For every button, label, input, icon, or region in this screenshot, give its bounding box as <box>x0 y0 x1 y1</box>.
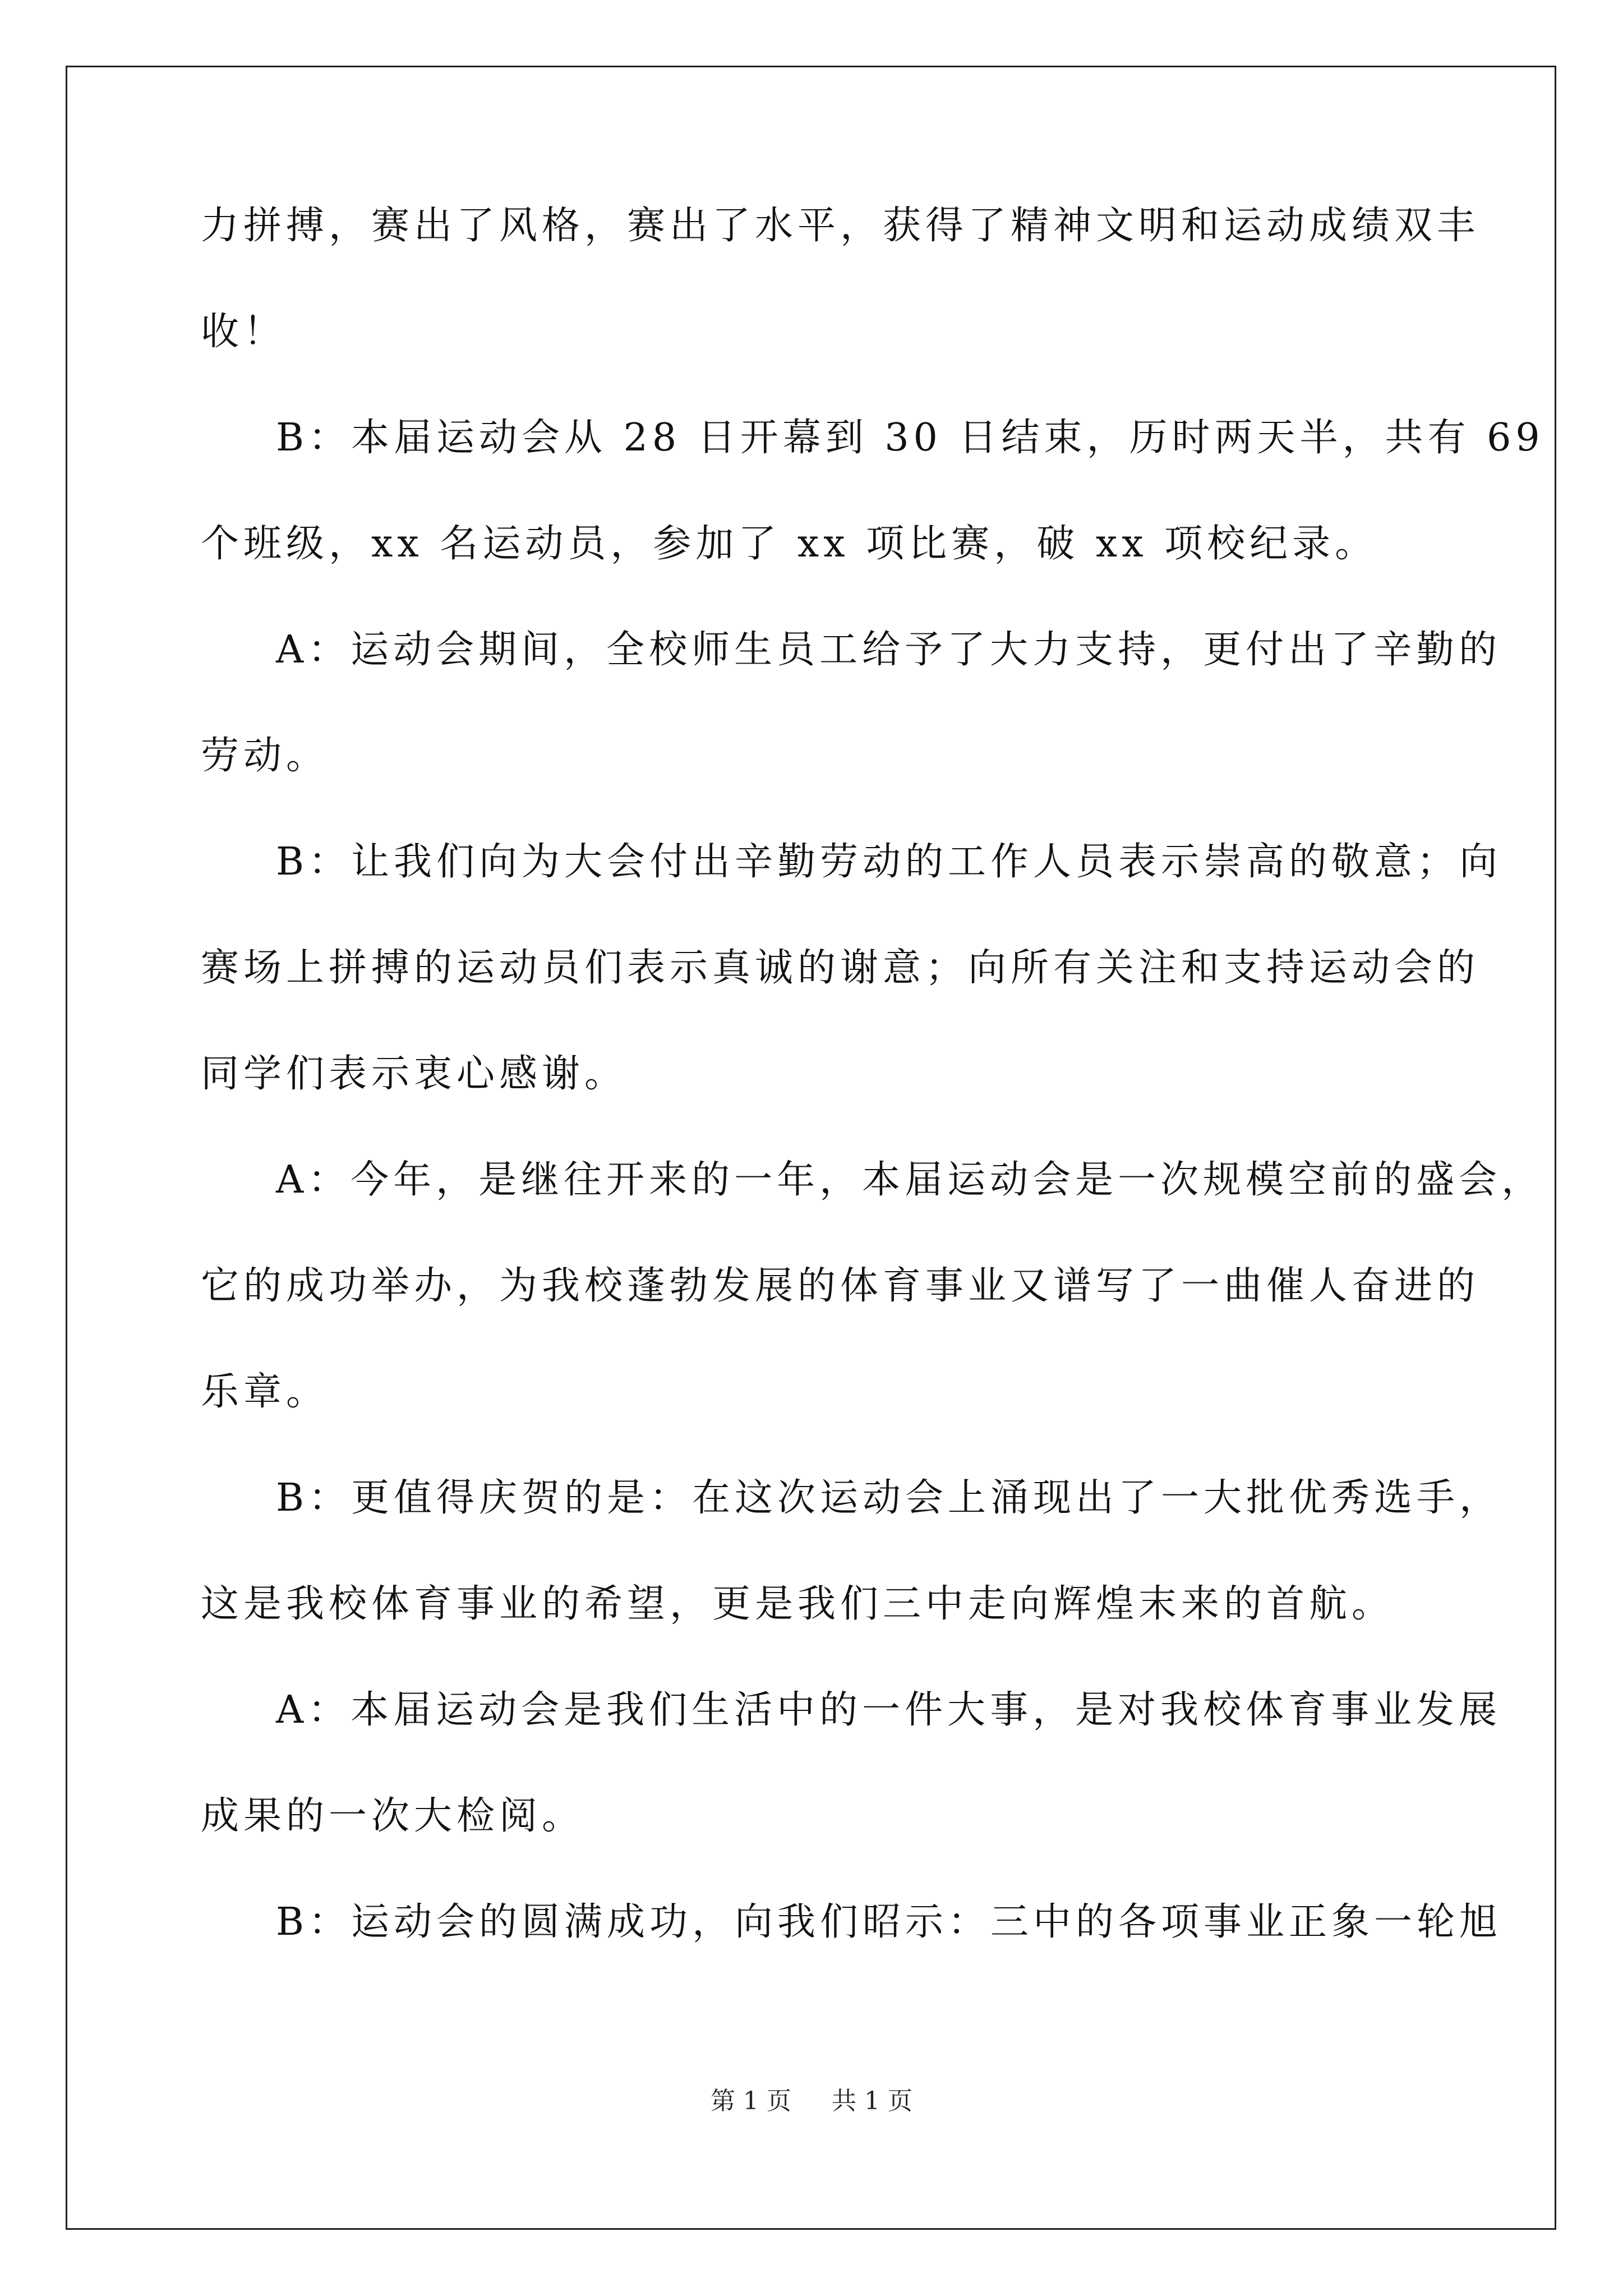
text-line: B：本届运动会从 28 日开幕到 30 日结束，历时两天半，共有 69 <box>276 416 1544 460</box>
paragraph-3 <box>201 623 1502 783</box>
paragraph-5 <box>201 1153 1544 1419</box>
paragraph-8 <box>201 1895 1502 1949</box>
document-body <box>201 199 1544 2001</box>
page-total: 共 1 页 <box>832 2087 912 2115</box>
page-number: 第 1 页 <box>711 2087 791 2115</box>
text-line: A：运动会期间，全校师生员工给予了大力支持，更付出了辛勤的 <box>276 628 1502 672</box>
text-line: 成果的一次大检阅。 <box>201 1794 585 1838</box>
text-line: B：更值得庆贺的是：在这次运动会上涌现出了一大批优秀选手， <box>276 1476 1502 1520</box>
text-line: 这是我校体育事业的希望，更是我们三中走向辉煌末来的首航。 <box>201 1582 1395 1626</box>
text-line: B：运动会的圆满成功，向我们昭示：三中的各项事业正象一轮旭 <box>276 1900 1502 1944</box>
paragraph-2 <box>201 411 1544 571</box>
text-line: 力拼搏，赛出了风格，赛出了水平，获得了精神文明和运动成绩双丰 <box>201 204 1480 248</box>
paragraph-7 <box>201 1683 1502 1843</box>
paragraph-4 <box>201 835 1502 1101</box>
text-line: B：让我们向为大会付出辛勤劳动的工作人员表示崇高的敬意；向 <box>276 840 1502 884</box>
text-line: 同学们表示衷心感谢。 <box>201 1052 628 1096</box>
page-footer <box>0 2085 1623 2118</box>
text-line: 收！ <box>201 310 287 354</box>
paragraph-1 <box>201 199 1480 359</box>
text-line: 乐章。 <box>201 1370 329 1414</box>
text-line: A：今年，是继往开来的一年，本届运动会是一次规模空前的盛会， <box>276 1158 1544 1202</box>
text-line: 赛场上拼搏的运动员们表示真诚的谢意；向所有关注和支持运动会的 <box>201 946 1480 990</box>
text-line: 劳动。 <box>201 734 329 778</box>
paragraph-6 <box>201 1471 1502 1631</box>
text-line: 它的成功举办，为我校蓬勃发展的体育事业又谱写了一曲催人奋进的 <box>201 1264 1480 1308</box>
text-line: 个班级，xx 名运动员，参加了 xx 项比赛，破 xx 项校纪录。 <box>201 522 1378 566</box>
text-line: A：本届运动会是我们生活中的一件大事，是对我校体育事业发展 <box>276 1688 1502 1732</box>
